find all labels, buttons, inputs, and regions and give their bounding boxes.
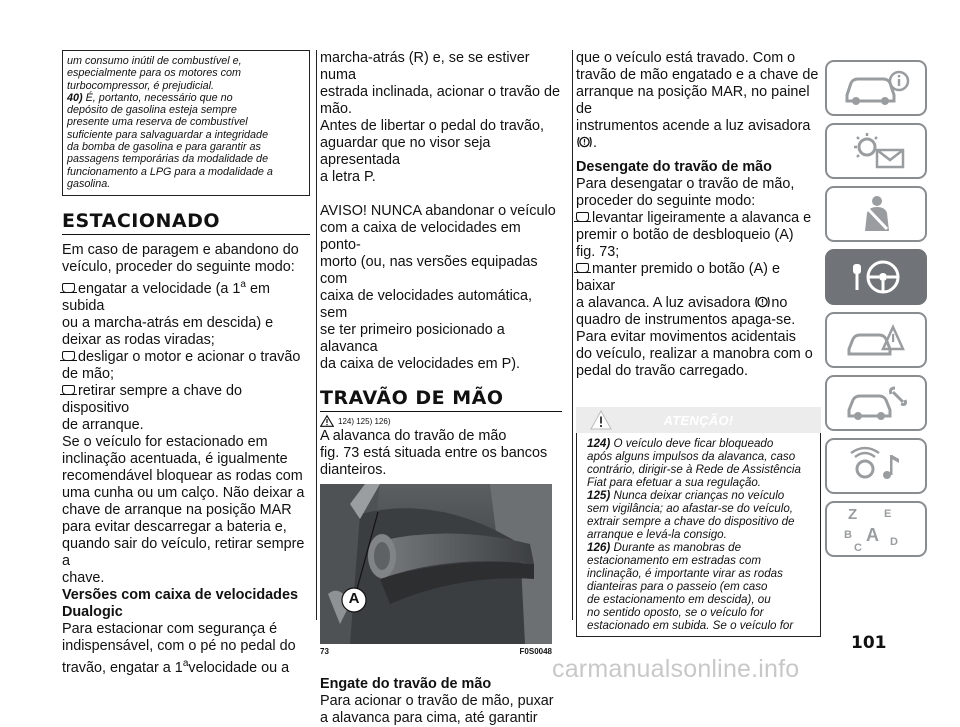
warning-triangle-icon — [320, 415, 334, 427]
subheading: Dualogic — [62, 604, 123, 621]
warning-refs — [320, 415, 562, 427]
attention-title: ATENÇÃO! — [663, 413, 734, 428]
text-line: uma cunha ou um calço. Não deixar a — [62, 485, 305, 502]
text-line: Antes de libertar o pedal do travão, — [320, 118, 544, 134]
text-line: chave de arranque na posição MAR — [62, 502, 292, 519]
section-heading-travao — [320, 387, 562, 412]
heading-text: ESTACIONADO — [62, 210, 221, 233]
text-line: que o veículo está travado. Com o — [576, 50, 796, 66]
text-line: inclinação acentuada, é igualmente — [62, 451, 288, 468]
attention-notes — [576, 433, 821, 637]
text-line: veículo, proceder do seguinte modo: — [62, 259, 295, 276]
alphabet-index-icon — [836, 505, 916, 553]
sidebar-tab-starting-driving[interactable] — [825, 249, 927, 305]
subheading: Versões com caixa de velocidades — [62, 587, 298, 604]
bullet-icon — [62, 283, 75, 293]
note-40: 40) É, portanto, necessário que no — [67, 91, 233, 104]
watermark: carmanualsonline.info — [552, 655, 800, 683]
text-line: recomendável bloquear as rodas com — [62, 468, 303, 485]
text-line: fig. 73; — [576, 244, 620, 260]
text-line: para evitar descarregar a bateria e, — [62, 519, 287, 536]
note-line: estacionamento em estradas com — [587, 554, 761, 567]
text-line: de arranque. — [62, 417, 144, 434]
text-line: Se o veículo for estacionado em — [62, 434, 268, 451]
bullet-icon — [576, 212, 589, 222]
note-line: passagens temporárias da modalidade de — [67, 153, 269, 166]
lights-envelope-icon — [841, 130, 911, 172]
figure-caption — [320, 647, 552, 656]
page-number: 101 — [851, 633, 887, 653]
sidebar-tab-index[interactable] — [825, 501, 927, 557]
car-crash-icon — [841, 319, 911, 361]
text-line: proceder do seguinte modo: — [576, 193, 756, 209]
sidebar-tab-emergency[interactable] — [825, 312, 927, 368]
column-1 — [62, 50, 310, 677]
svg-text:E: E — [884, 508, 892, 520]
text-line: instrumentos acende a luz avisadora — [576, 118, 811, 134]
text-line: AVISO! NUNCA abandonar o veículo — [320, 203, 556, 219]
handbrake-illustration — [320, 484, 552, 644]
svg-text:C: C — [854, 542, 862, 553]
figure-code: F0S0048 — [519, 647, 552, 656]
text-line: Para estacionar com segurança é — [62, 621, 278, 638]
column-2 — [320, 50, 562, 727]
bullet-icon — [62, 385, 75, 395]
estacionado-body — [62, 242, 310, 677]
text-line: travão de mão engatado e a chave de — [576, 67, 819, 83]
text-line: de mão; — [62, 366, 114, 383]
text-line: a alavanca. A luz avisadora no — [576, 295, 788, 311]
note-125: 125) Nunca deixar crianças no veículo — [587, 489, 785, 502]
car-info-icon — [841, 67, 911, 109]
column-divider — [316, 50, 317, 620]
text-line: Em caso de paragem e abandono do — [62, 242, 299, 259]
sidebar-tab-multimedia[interactable] — [825, 438, 927, 494]
bullet-item: desligar o motor e acionar o travão — [62, 349, 310, 366]
callout-a-label: A — [348, 590, 360, 607]
attention-panel — [576, 407, 821, 637]
note-124: 124) O veículo deve ficar bloqueado — [587, 437, 774, 450]
note-line: no sentido oposto, se o veículo for — [587, 606, 764, 619]
text-line: caixa de velocidades automática, sem — [320, 288, 532, 321]
seatbelt-person-icon — [841, 193, 911, 235]
svg-text:D: D — [890, 536, 898, 548]
text-line: mão. — [320, 101, 352, 117]
text-line: a letra P. — [320, 169, 376, 185]
car-wrench-icon — [841, 382, 911, 424]
note-line: estacionado em subida. Se o veículo for — [587, 619, 794, 632]
sidebar-tab-safety[interactable] — [825, 186, 927, 242]
note-line: gasolina. — [67, 177, 111, 190]
text-line: fig. 73 está situada entre os bancos — [320, 445, 548, 461]
subheading: Desengate do travão de mão — [576, 159, 772, 175]
svg-text:Z: Z — [848, 506, 858, 523]
note-126: 126) Durante as manobras de — [587, 541, 742, 554]
sidebar-tab-maintenance[interactable] — [825, 375, 927, 431]
note-line: um consumo inútil de combustível e, — [67, 55, 242, 67]
text-line: quando sair do veículo, retirar sempre a — [62, 536, 305, 570]
bullet-item: manter premido o botão (A) e baixar — [576, 261, 780, 294]
note-line: contrário, dirigir-se à Rede de Assistência — [587, 463, 801, 476]
heading-text: TRAVÃO DE MÃO — [320, 387, 504, 409]
svg-text:A: A — [866, 525, 879, 545]
section-heading-estacionado — [62, 210, 310, 235]
multimedia-icon — [841, 445, 911, 487]
text-line: do veículo, realizar a manobra com o — [576, 346, 813, 362]
text-line: indispensável, com o pé no pedal do — [62, 638, 296, 655]
note-line: dianteiras para o passeio (em caso — [587, 580, 768, 593]
text-line: se ter primeiro posicionado a alavanca — [320, 322, 505, 355]
sidebar-tab-lights[interactable] — [825, 123, 927, 179]
note-line: depósito de gasolina esteja sempre — [67, 104, 237, 117]
text-line: deixar as rodas viradas; — [62, 332, 215, 349]
text-line: dianteiros. — [320, 462, 387, 478]
parking-continued — [320, 50, 562, 373]
figure-73 — [320, 484, 562, 656]
bullet-item: retirar sempre a chave do dispositivo — [62, 383, 242, 417]
note-line: turbocompressor, é prejudicial. — [67, 79, 215, 92]
note-line: Fiat para efetuar a sua regulação. — [587, 476, 762, 489]
note-line: funcionamento a LPG para a modalidade a — [67, 165, 273, 178]
note-line: inclinação, é importante virar as rodas — [587, 567, 783, 580]
bullet-item: levantar ligeiramente a alavanca e — [576, 210, 821, 227]
steering-wheel-key-icon — [841, 256, 911, 298]
text-line: estrada inclinada, acionar o travão de — [320, 84, 560, 100]
engate-continued — [576, 50, 821, 380]
text-line: a alavanca para cima, até garantir — [320, 710, 538, 726]
text-line: Para desengatar o travão de mão, — [576, 176, 795, 192]
text-line: morto (ou, nas versões equipadas com — [320, 254, 538, 287]
text-line: . — [576, 135, 821, 152]
note-line: especialmente para os motores com — [67, 67, 242, 80]
travao-desc — [320, 428, 562, 479]
note-line: após alguns impulsos da alavanca, caso — [587, 450, 796, 463]
figure-number: 73 — [320, 647, 329, 656]
column-3 — [576, 50, 821, 637]
text-line: chave. — [62, 570, 105, 587]
attention-header — [576, 407, 821, 433]
text-line: marcha-atrás (R) e, se se estiver numa — [320, 50, 530, 83]
text-line: da caixa de velocidades em P). — [320, 356, 520, 372]
subheading: Engate do travão de mão — [320, 676, 492, 692]
brake-warning-icon — [576, 135, 593, 149]
text-line: Para acionar o travão de mão, puxar — [320, 693, 554, 709]
text-line: aguardar que no visor seja apresentada — [320, 135, 491, 168]
handbrake-photo — [320, 484, 552, 644]
bullet-icon — [62, 351, 75, 361]
brake-warning-icon — [754, 295, 771, 309]
note-box — [62, 50, 310, 196]
text-line: pedal do travão carregado. — [576, 363, 749, 379]
text-line: premir o botão de desbloqueio (A) — [576, 227, 794, 243]
note-line: de estacionamento em descida), ou — [587, 593, 771, 606]
note-line: arranque e levá-la consigo. — [587, 528, 727, 541]
text-line: com a caixa de velocidades em ponto- — [320, 220, 521, 253]
text-line: arranque na posição MAR, no painel de — [576, 84, 810, 117]
text-line: ou a marcha-atrás em descida) e — [62, 315, 274, 332]
note-line: suficiente para salvaguardar a integridade — [67, 128, 269, 141]
text-line: Para evitar movimentos acidentais — [576, 329, 796, 345]
note-line: da bomba de gasolina e para garantir as — [67, 141, 261, 154]
column-divider — [572, 50, 573, 620]
bullet-icon — [576, 263, 589, 273]
text-line: travão, engatar a 1$^a$velocidade ou a — [62, 658, 290, 676]
note-line: sem vigilância; ao afastar-se do veículo, — [587, 502, 794, 515]
sidebar-tab-car-info[interactable] — [825, 60, 927, 116]
note-line: presente uma reserva de combustível — [67, 116, 248, 129]
engate-section — [320, 676, 562, 727]
note-line: extrair sempre a chave do dispositivo de — [587, 515, 795, 528]
refs-text: 124) 125) 126) — [338, 416, 391, 426]
svg-text:B: B — [844, 529, 852, 541]
text-line: quadro de instrumentos apaga-se. — [576, 312, 796, 328]
text-line: A alavanca do travão de mão — [320, 428, 507, 444]
bullet-item: engatar a velocidade (a 1$^a$ em subida — [62, 279, 270, 315]
